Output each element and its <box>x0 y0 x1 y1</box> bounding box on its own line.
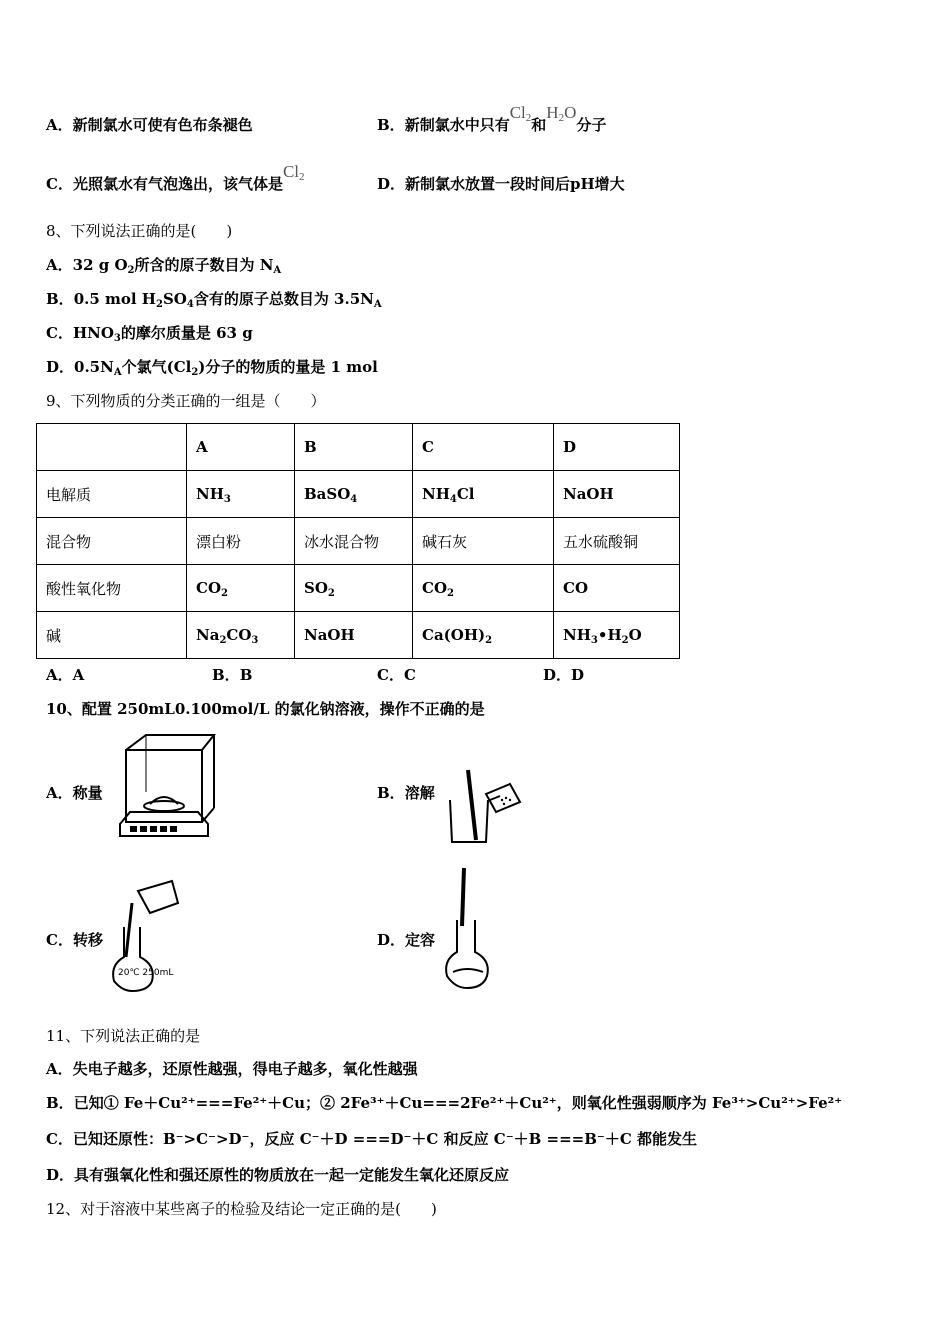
q11-option-a: A．失电子越多，还原性越强，得电子越多，氧化性越强 <box>46 1060 418 1078</box>
row-label: 酸性氧化物 <box>37 565 187 612</box>
option-letter: B． <box>377 116 405 134</box>
table-header-cell: C <box>413 424 554 471</box>
table-row <box>37 471 680 518</box>
option-letter: A． <box>46 116 73 134</box>
table-header-cell: D <box>554 424 680 471</box>
option-text: 新制氯水放置一段时间后pH增大 <box>405 175 625 193</box>
table-cell: NaOH <box>295 612 413 659</box>
table-cell: 冰水混合物 <box>295 518 413 565</box>
option-letter: C． <box>46 175 73 193</box>
table-cell: $NH_4Cl$ <box>413 471 554 518</box>
q9-stem: 9、下列物质的分类正确的一组是（ ） <box>46 392 326 410</box>
row-label: 混合物 <box>37 518 187 565</box>
option-letter: D． <box>377 175 406 193</box>
table-cell: $CO_2$ <box>187 565 295 612</box>
table-row <box>37 518 680 565</box>
q9-option-b: B．B <box>212 666 253 684</box>
q8-option-a: A．32 g $O_2$所含的原子数目为 $N_A$ <box>46 256 282 276</box>
table-header-cell: A <box>187 424 295 471</box>
dissolving-beaker-figure <box>440 766 524 846</box>
table-cell: 碱石灰 <box>413 518 554 565</box>
classification-table <box>36 423 680 659</box>
option-text: 新制氯水可使有色布条褪色 <box>72 116 253 134</box>
fixing-volume-figure <box>445 866 491 992</box>
q8-stem: 8、下列说法正确的是( ) <box>46 222 233 240</box>
q7-option-c <box>46 162 305 194</box>
table-row <box>37 612 680 659</box>
q8-option-d: D．$0.5N_A$个氯气$(Cl_2)$分子的物质的量是 1 mol <box>46 358 378 378</box>
table-cell: $Ca(OH)_2$ <box>413 612 554 659</box>
q10-option-d: D．定容 <box>377 931 436 949</box>
table-cell: 漂白粉 <box>187 518 295 565</box>
table-cell: $NH_3•H_2O$ <box>554 612 680 659</box>
q7-option-b: B．新制氯水中只有$Cl_2$和$H_2O$分子 <box>377 103 607 134</box>
table-header-cell <box>37 424 187 471</box>
weighing-balance-figure <box>112 732 218 840</box>
q7-option-d <box>377 174 625 194</box>
table-cell: $SO_2$ <box>295 565 413 612</box>
q9-option-c: C．C <box>377 666 416 684</box>
q8-option-c: C．$HNO_3$的摩尔质量是 63 g <box>46 324 253 344</box>
option-text: 新制氯水中只有 <box>404 116 510 134</box>
q11-option-b: B．已知① Fe＋Cu²⁺===Fe²⁺＋Cu；② 2Fe³⁺＋Cu===2Fe²⁺＋Cu²⁺，则氧化性强弱顺序为 Fe³⁺>Cu²⁺>Fe²⁺ <box>46 1094 843 1112</box>
table-cell: CO <box>554 565 680 612</box>
q10-option-b: B．溶解 <box>377 784 435 802</box>
table-cell: $NH_3$ <box>187 471 295 518</box>
q10-stem: 10、配置 250mL0.100mol/L 的氯化钠溶液，操作不正确的是 <box>46 700 485 718</box>
q9-option-a: A．A <box>46 666 85 684</box>
q11-option-c: C．已知还原性：B⁻>C⁻>D⁻，反应 C⁻＋D ===D⁻＋C 和反应 C⁻＋B ===B⁻＋C 都能发生 <box>46 1130 698 1148</box>
row-label: 碱 <box>37 612 187 659</box>
q7-option-a <box>46 115 253 135</box>
row-label: 电解质 <box>37 471 187 518</box>
q8-option-b: B．0.5 mol $H_2SO_4$含有的原子总数目为 $3.5N_A$ <box>46 290 382 310</box>
table-cell: 五水硫酸铜 <box>554 518 680 565</box>
q9-option-d: D．D <box>543 666 585 684</box>
q10-option-c: C．转移 <box>46 931 103 949</box>
transfer-flask-figure <box>112 877 184 993</box>
h2o-formula: $H_2O$ <box>546 103 577 124</box>
table-cell: $Na_2CO_3$ <box>187 612 295 659</box>
cl2-formula: $Cl_2$ <box>282 162 305 183</box>
cl2-formula: $Cl_2$ <box>509 103 532 124</box>
table-header-row <box>37 424 680 471</box>
q11-stem: 11、下列说法正确的是 <box>46 1027 201 1045</box>
q12-stem: 12、对于溶液中某些离子的检验及结论一定正确的是( ) <box>46 1200 437 1218</box>
q11-option-d: D．具有强氧化性和强还原性的物质放在一起一定能发生氧化还原反应 <box>46 1166 510 1184</box>
table-row <box>37 565 680 612</box>
option-text: 光照氯水有气泡逸出，该气体是 <box>72 175 283 193</box>
table-cell: BaSO$_4$ <box>295 471 413 518</box>
flask-label: 20℃ 250mL <box>118 968 174 978</box>
table-cell: $CO_2$ <box>413 565 554 612</box>
q10-option-a: A．称量 <box>46 784 103 802</box>
table-header-cell: B <box>295 424 413 471</box>
table-cell: NaOH <box>554 471 680 518</box>
